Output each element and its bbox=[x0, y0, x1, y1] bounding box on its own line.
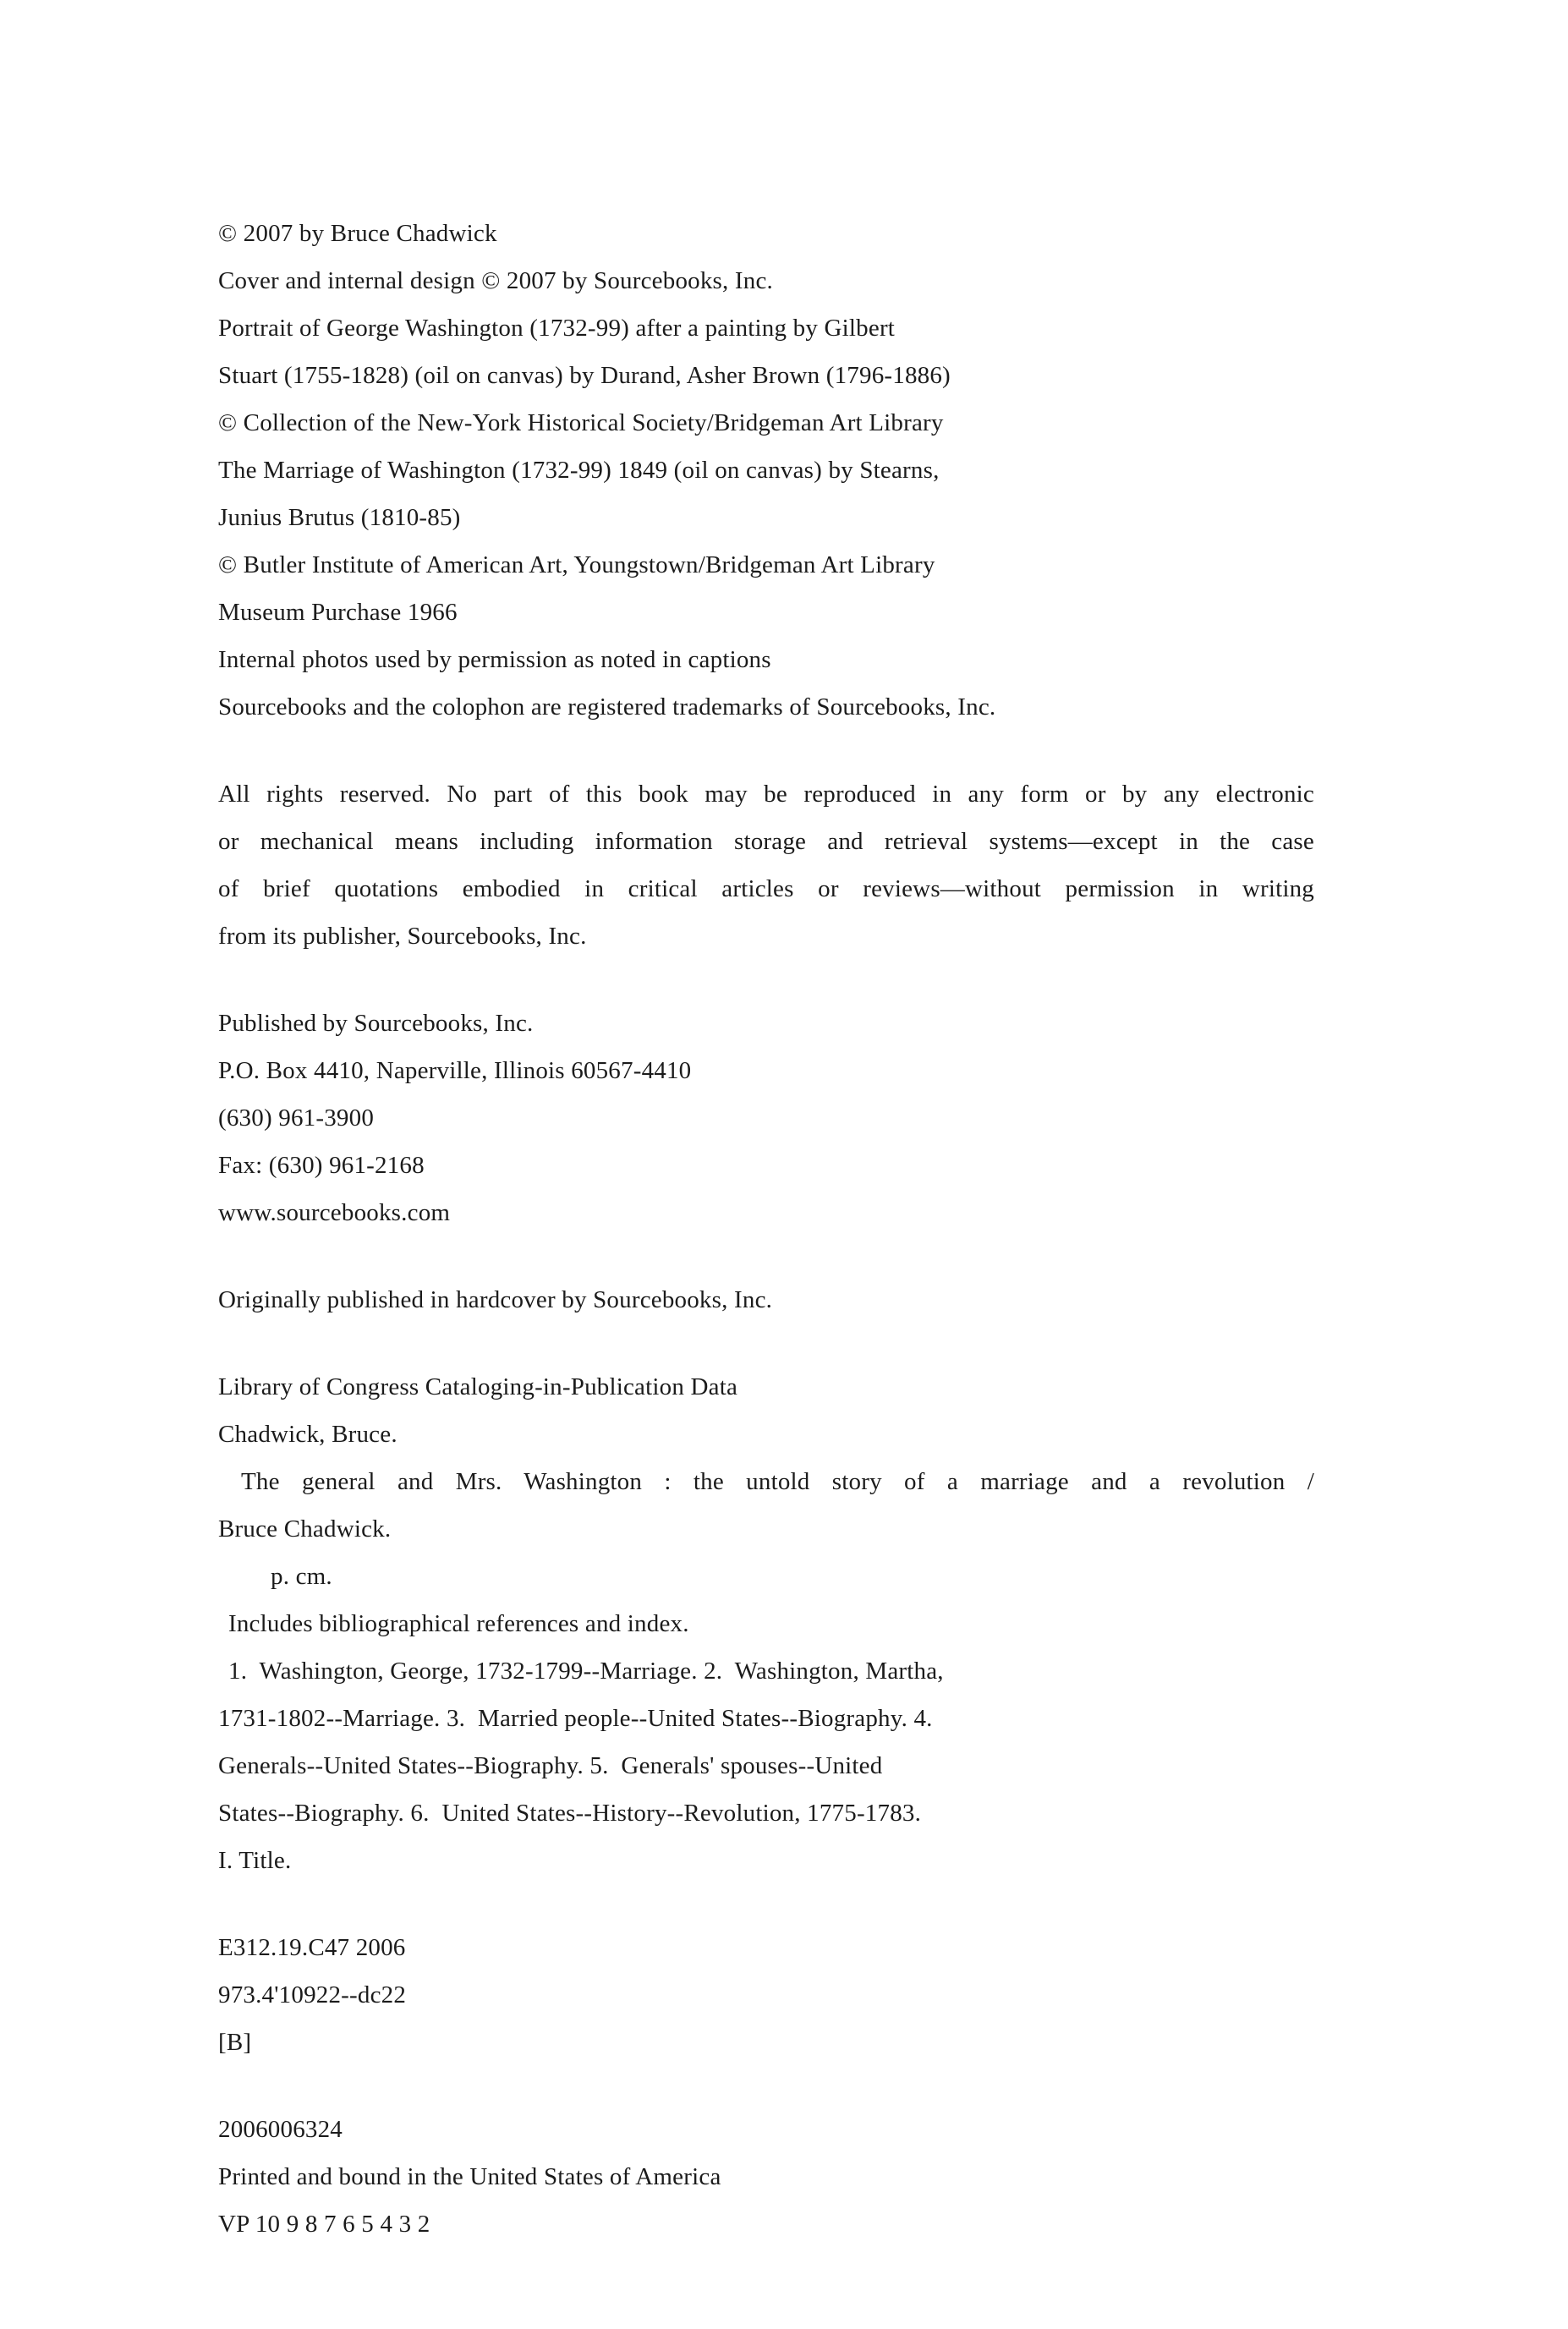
title-note-line: I. Title. bbox=[218, 1847, 292, 1874]
subject-heading-line: 1. Washington, George, 1732-1799--Marriage. 2. Washington, Martha, bbox=[228, 1658, 944, 1685]
rights-line: of brief quotations embodied in critical articles or reviews—without permission in writing bbox=[218, 875, 1314, 902]
photo-permission-line: Internal photos used by permission as noted in captions bbox=[218, 646, 771, 673]
portrait-credit-line: Portrait of George Washington (1732-99) after a painting by Gilbert bbox=[218, 315, 896, 342]
publisher-phone-line: (630) 961-3900 bbox=[218, 1104, 375, 1132]
subject-heading-line: States--Biography. 6. United States--History--Revolution, 1775-1783. bbox=[218, 1800, 922, 1827]
subject-heading-line: Generals--United States--Biography. 5. Generals' spouses--United bbox=[218, 1752, 883, 1779]
credits-block bbox=[218, 210, 1314, 731]
biography-mark-line: [B] bbox=[218, 2029, 252, 2056]
portrait-credit-line: Stuart (1755-1828) (oil on canvas) by Durand, Asher Brown (1796-1886) bbox=[218, 362, 951, 389]
rights-line: or mechanical means including information storage and retrieval systems—except in the case bbox=[218, 828, 1314, 855]
institute-credit-line: © Butler Institute of American Art, Youngstown/Bridgeman Art Library bbox=[218, 551, 935, 578]
loc-call-number-line: E312.19.C47 2006 bbox=[218, 1934, 406, 1961]
hardcover-line: Originally published in hardcover by Sourcebooks, Inc. bbox=[218, 1286, 773, 1313]
publisher-block bbox=[218, 1000, 1314, 1236]
printed-in-line: Printed and bound in the United States of America bbox=[218, 2163, 721, 2190]
printing-run-line: VP 10 9 8 7 6 5 4 3 2 bbox=[218, 2211, 430, 2238]
dewey-number-line: 973.4'10922--dc22 bbox=[218, 1981, 407, 2008]
publisher-fax-line: Fax: (630) 961-2168 bbox=[218, 1152, 425, 1179]
references-line: Includes bibliographical references and index. bbox=[228, 1610, 689, 1637]
loc-control-number-line: 2006006324 bbox=[218, 2116, 343, 2143]
catalog-block bbox=[218, 1363, 1314, 1884]
subject-heading-line: 1731-1802--Marriage. 3. Married people--United States--Biography. 4. bbox=[218, 1705, 933, 1732]
author-entry-line: Chadwick, Bruce. bbox=[218, 1421, 397, 1448]
collection-credit-line: © Collection of the New-York Historical Society/Bridgeman Art Library bbox=[218, 409, 944, 436]
publisher-website-line: www.sourcebooks.com bbox=[218, 1199, 451, 1226]
printing-block bbox=[218, 2106, 1314, 2248]
title-entry-line: The general and Mrs. Washington : the untold story of a marriage and a revolution / bbox=[241, 1468, 1314, 1495]
design-credit-line: Cover and internal design © 2007 by Sourcebooks, Inc. bbox=[218, 267, 774, 294]
rights-line: from its publisher, Sourcebooks, Inc. bbox=[218, 923, 587, 950]
museum-purchase-line: Museum Purchase 1966 bbox=[218, 599, 458, 626]
painting-credit-line: The Marriage of Washington (1732-99) 1849 (oil on canvas) by Stearns, bbox=[218, 457, 940, 484]
rights-line: All rights reserved. No part of this book may be reproduced in any form or by any electronic bbox=[218, 781, 1314, 808]
rights-paragraph bbox=[218, 770, 1314, 960]
painting-credit-line: Junius Brutus (1810-85) bbox=[218, 504, 461, 531]
hardcover-block bbox=[218, 1276, 1314, 1323]
publisher-address-line: P.O. Box 4410, Naperville, Illinois 60567-4410 bbox=[218, 1057, 692, 1084]
trademark-line: Sourcebooks and the colophon are registered trademarks of Sourcebooks, Inc. bbox=[218, 693, 996, 721]
publisher-line: Published by Sourcebooks, Inc. bbox=[218, 1010, 534, 1037]
pagination-line: p. cm. bbox=[271, 1563, 332, 1590]
loc-heading-line: Library of Congress Cataloging-in-Publication Data bbox=[218, 1373, 738, 1400]
title-entry-line: Bruce Chadwick. bbox=[218, 1515, 392, 1543]
copyright-line: © 2007 by Bruce Chadwick bbox=[218, 220, 497, 247]
loc-numbers-block bbox=[218, 1924, 1314, 2066]
